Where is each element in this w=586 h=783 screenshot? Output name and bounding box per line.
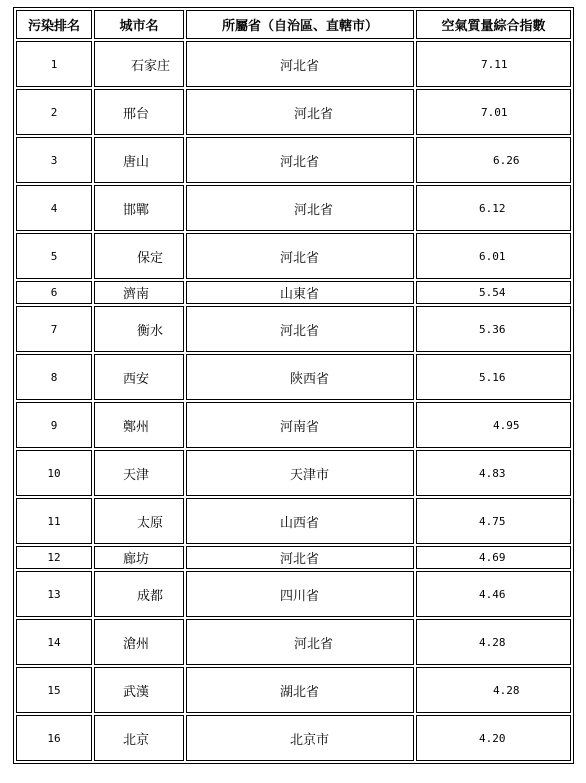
table-row (16, 185, 571, 231)
table-row (16, 137, 571, 183)
table-row (16, 89, 571, 135)
city-cell: 滄州 (94, 619, 184, 665)
city-cell: 北京 (94, 715, 184, 761)
rank-cell: 6 (16, 281, 92, 304)
table-row (16, 667, 571, 713)
province-cell: 陝西省 (186, 354, 414, 400)
index-cell: 4.69 (416, 546, 571, 569)
city-cell: 石家庄 (94, 41, 184, 87)
table-row (16, 571, 571, 617)
city-cell: 鄭州 (94, 402, 184, 448)
table-row (16, 546, 571, 569)
rank-cell: 14 (16, 619, 92, 665)
rank-cell: 5 (16, 233, 92, 279)
city-cell: 西安 (94, 354, 184, 400)
province-cell: 河北省 (186, 137, 414, 183)
province-cell: 四川省 (186, 571, 414, 617)
province-cell: 北京市 (186, 715, 414, 761)
index-cell: 5.36 (416, 306, 571, 352)
city-cell: 邯鄲 (94, 185, 184, 231)
index-cell: 5.54 (416, 281, 571, 304)
table-row (16, 450, 571, 496)
table-row (16, 498, 571, 544)
city-cell: 武漢 (94, 667, 184, 713)
ranking-table-container (13, 7, 570, 764)
province-cell: 河北省 (186, 185, 414, 231)
index-cell: 4.46 (416, 571, 571, 617)
rank-cell: 4 (16, 185, 92, 231)
index-cell: 4.83 (416, 450, 571, 496)
rank-cell: 12 (16, 546, 92, 569)
index-cell: 6.01 (416, 233, 571, 279)
province-cell: 天津市 (186, 450, 414, 496)
index-cell: 6.12 (416, 185, 571, 231)
rank-cell: 9 (16, 402, 92, 448)
province-cell: 河南省 (186, 402, 414, 448)
table-row (16, 281, 571, 304)
pollution-ranking-table (13, 7, 574, 764)
province-cell: 山東省 (186, 281, 414, 304)
province-cell: 河北省 (186, 306, 414, 352)
rank-cell: 10 (16, 450, 92, 496)
province-cell: 河北省 (186, 619, 414, 665)
table-row (16, 402, 571, 448)
header-rank: 污染排名 (16, 10, 92, 39)
city-cell: 濟南 (94, 281, 184, 304)
header-index: 空氣質量綜合指數 (416, 10, 571, 39)
header-province: 所屬省（自治區、直轄市） (186, 10, 414, 39)
index-cell: 4.75 (416, 498, 571, 544)
index-cell: 7.11 (416, 41, 571, 87)
table-row (16, 715, 571, 761)
rank-cell: 8 (16, 354, 92, 400)
city-cell: 廊坊 (94, 546, 184, 569)
city-cell: 保定 (94, 233, 184, 279)
rank-cell: 15 (16, 667, 92, 713)
table-row (16, 306, 571, 352)
header-city: 城市名 (94, 10, 184, 39)
index-cell: 6.26 (416, 137, 571, 183)
province-cell: 山西省 (186, 498, 414, 544)
city-cell: 天津 (94, 450, 184, 496)
rank-cell: 16 (16, 715, 92, 761)
city-cell: 成都 (94, 571, 184, 617)
table-row (16, 41, 571, 87)
header-row (16, 10, 571, 39)
rank-cell: 2 (16, 89, 92, 135)
city-cell: 邢台 (94, 89, 184, 135)
province-cell: 河北省 (186, 546, 414, 569)
index-cell: 4.95 (416, 402, 571, 448)
province-cell: 河北省 (186, 41, 414, 87)
province-cell: 河北省 (186, 233, 414, 279)
table-row (16, 619, 571, 665)
province-cell: 湖北省 (186, 667, 414, 713)
city-cell: 衡水 (94, 306, 184, 352)
rank-cell: 7 (16, 306, 92, 352)
index-cell: 5.16 (416, 354, 571, 400)
city-cell: 唐山 (94, 137, 184, 183)
index-cell: 7.01 (416, 89, 571, 135)
rank-cell: 11 (16, 498, 92, 544)
city-cell: 太原 (94, 498, 184, 544)
rank-cell: 1 (16, 41, 92, 87)
table-row (16, 354, 571, 400)
table-row (16, 233, 571, 279)
province-cell: 河北省 (186, 89, 414, 135)
index-cell: 4.28 (416, 619, 571, 665)
index-cell: 4.20 (416, 715, 571, 761)
index-cell: 4.28 (416, 667, 571, 713)
rank-cell: 13 (16, 571, 92, 617)
rank-cell: 3 (16, 137, 92, 183)
